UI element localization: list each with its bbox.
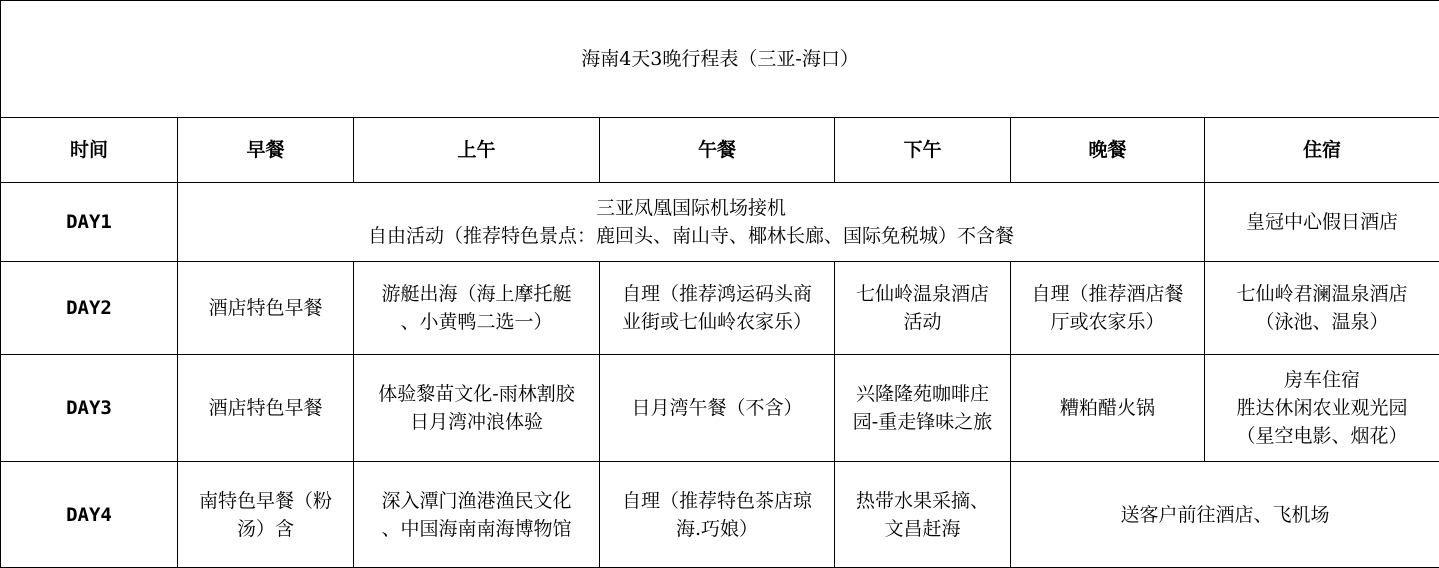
day2-stay: [1205, 262, 1439, 355]
day2-morning: [354, 262, 600, 355]
day2-row: [1, 262, 1439, 355]
day1-row: [1, 183, 1439, 262]
day3-dinner: 糟粕醋火锅: [1011, 355, 1205, 462]
day3-stay-line1: 房车住宿: [1209, 366, 1435, 394]
day3-morning-line2: 日月湾冲浪体验: [358, 408, 595, 436]
day4-breakfast: [178, 462, 354, 568]
day4-afternoon-line2: 文昌赶海: [839, 515, 1006, 543]
day3-label: DAY3: [1, 355, 178, 462]
day4-lunch-line1: 自理（推荐特色茶店琼: [604, 487, 830, 515]
header-row: [1, 118, 1439, 183]
day3-stay-line3: （星空电影、烟花）: [1209, 422, 1435, 450]
day4-final: 送客户前往酒店、飞机场: [1011, 462, 1439, 568]
day4-lunch-line2: 海.巧娘）: [604, 515, 830, 543]
day3-lunch: 日月湾午餐（不含）: [600, 355, 835, 462]
day3-afternoon: [835, 355, 1011, 462]
day4-breakfast-line1: 南特色早餐（粉: [182, 487, 349, 515]
day2-morning-line2: 、小黄鸭二选一）: [358, 308, 595, 336]
day2-breakfast: 酒店特色早餐: [178, 262, 354, 355]
header-dinner: 晚餐: [1011, 118, 1205, 183]
day2-morning-line1: 游艇出海（海上摩托艇: [358, 280, 595, 308]
day3-row: [1, 355, 1439, 462]
day1-stay: 皇冠中心假日酒店: [1205, 183, 1439, 262]
day2-afternoon: [835, 262, 1011, 355]
header-time: 时间: [1, 118, 178, 183]
header-morning: 上午: [354, 118, 600, 183]
day1-label: DAY1: [1, 183, 178, 262]
day4-lunch: [600, 462, 835, 568]
day1-activity: [178, 183, 1205, 262]
day4-morning: [354, 462, 600, 568]
day3-stay: [1205, 355, 1439, 462]
day3-afternoon-line2: 园-重走锋味之旅: [839, 408, 1006, 436]
day2-lunch-line2: 业街或七仙岭农家乐）: [604, 308, 830, 336]
title-row: [1, 1, 1439, 118]
header-breakfast: 早餐: [178, 118, 354, 183]
day2-lunch-line1: 自理（推荐鸿运码头商: [604, 280, 830, 308]
day4-breakfast-line2: 汤）含: [182, 515, 349, 543]
day4-afternoon-line1: 热带水果采摘、: [839, 487, 1006, 515]
day2-afternoon-line1: 七仙岭温泉酒店: [839, 280, 1006, 308]
header-stay: 住宿: [1205, 118, 1439, 183]
day3-morning-line1: 体验黎苗文化-雨林割胶: [358, 380, 595, 408]
header-lunch: 午餐: [600, 118, 835, 183]
day2-stay-line2: （泳池、温泉）: [1209, 308, 1435, 336]
day3-morning: [354, 355, 600, 462]
day1-activity-line2: 自由活动（推荐特色景点：鹿回头、南山寺、椰林长廊、国际免税城）不含餐: [182, 222, 1200, 250]
day2-dinner-line1: 自理（推荐酒店餐: [1015, 280, 1200, 308]
day1-activity-line1: 三亚凤凰国际机场接机: [182, 194, 1200, 222]
day4-label: DAY4: [1, 462, 178, 568]
day2-label: DAY2: [1, 262, 178, 355]
day2-afternoon-line2: 活动: [839, 308, 1006, 336]
day4-morning-line1: 深入潭门渔港渔民文化: [358, 487, 595, 515]
day2-dinner: [1011, 262, 1205, 355]
day3-stay-line2: 胜达休闲农业观光园: [1209, 394, 1435, 422]
day2-stay-line1: 七仙岭君澜温泉酒店: [1209, 280, 1435, 308]
day4-morning-line2: 、中国海南南海博物馆: [358, 515, 595, 543]
day3-breakfast: 酒店特色早餐: [178, 355, 354, 462]
page-title: 海南4天3晚行程表（三亚-海口）: [1, 1, 1439, 118]
day3-afternoon-line1: 兴隆隆苑咖啡庄: [839, 380, 1006, 408]
day4-afternoon: [835, 462, 1011, 568]
day4-row: [1, 462, 1439, 568]
day2-dinner-line2: 厅或农家乐）: [1015, 308, 1200, 336]
header-afternoon: 下午: [835, 118, 1011, 183]
day2-lunch: [600, 262, 835, 355]
